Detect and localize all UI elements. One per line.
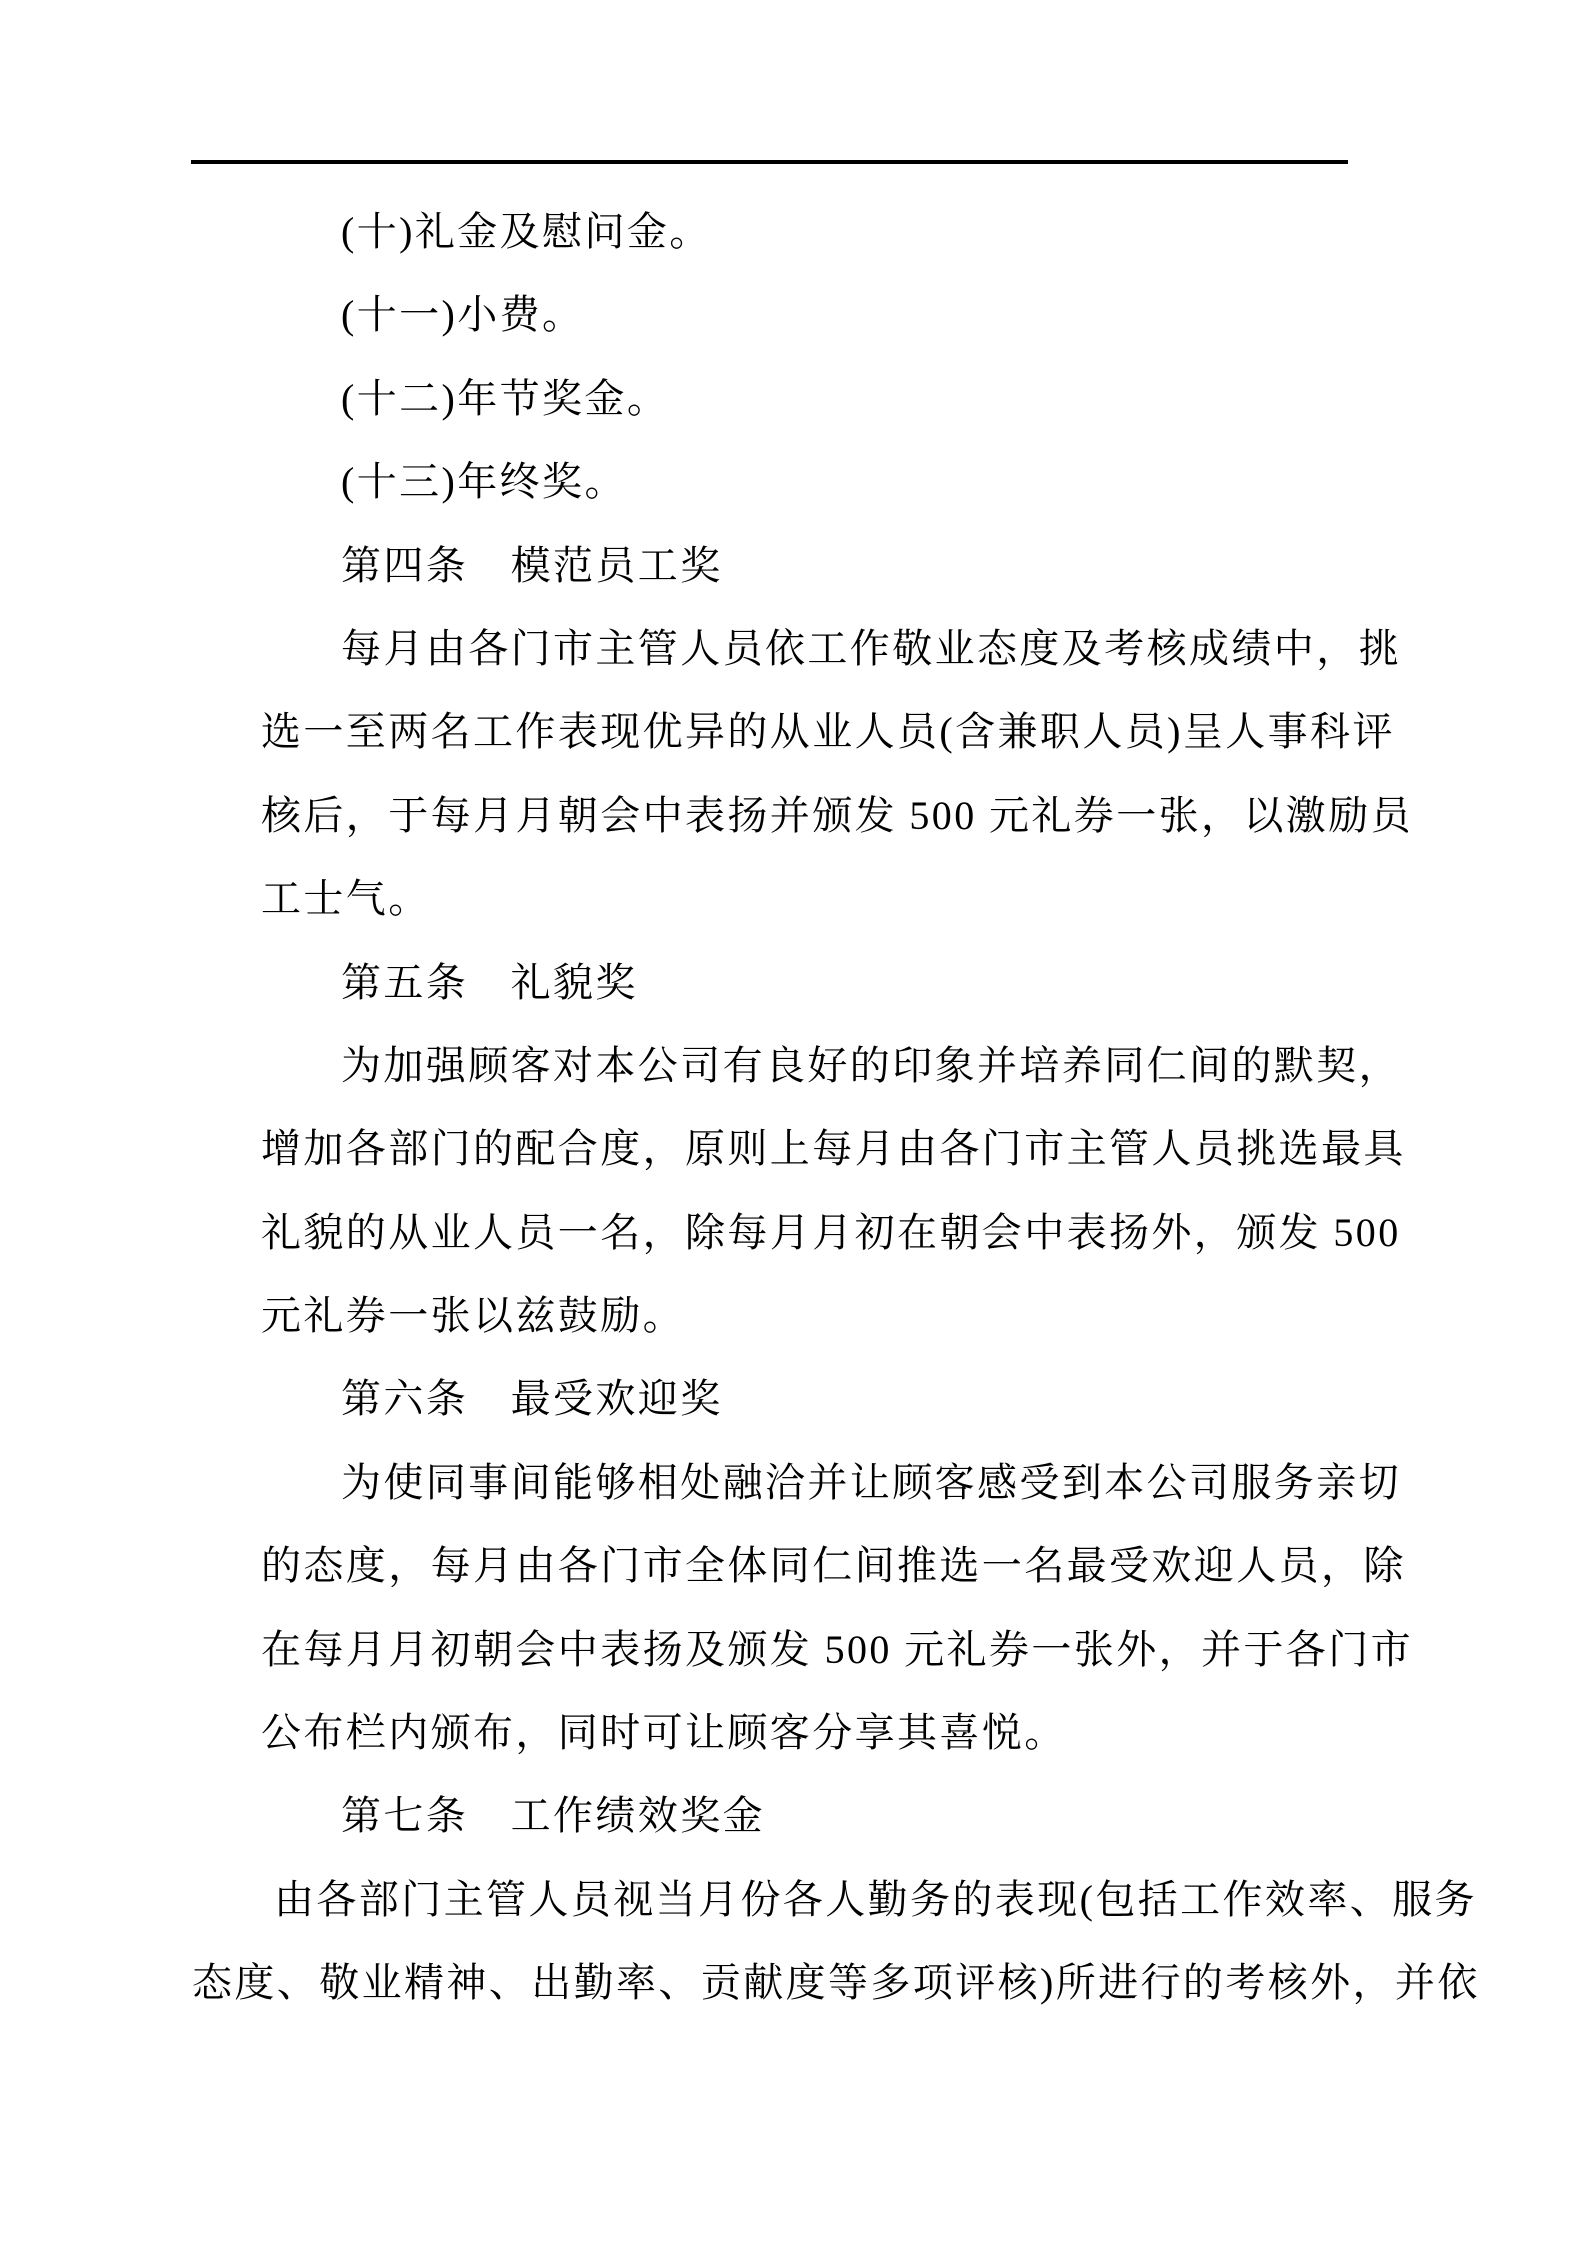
paragraph-line: 选一至两名工作表现优异的从业人员(含兼职人员)呈人事科评 <box>261 709 1395 755</box>
paragraph-line: 增加各部门的配合度，原则上每月由各门市主管人员挑选最具 <box>261 1126 1406 1172</box>
header-rule <box>191 160 1348 164</box>
paragraph-line: 每月由各门市主管人员依工作敬业态度及考核成绩中，挑 <box>341 625 1401 671</box>
document-body <box>0 190 1587 2025</box>
paragraph-line: 礼貌的从业人员一名，除每月月初在朝会中表扬外，颁发 500 <box>261 1209 1401 1255</box>
list-item: (十)礼金及慰问金。 <box>341 209 712 254</box>
paragraph-line: 为使同事间能够相处融洽并让顾客感受到本公司服务亲切 <box>341 1459 1401 1505</box>
paragraph-line: 态度、敬业精神、出勤率、贡献度等多项评核)所进行的考核外，并依 <box>192 1960 1480 2006</box>
paragraph-line: 由各部门主管人员视当月份各人勤务的表现(包括工作效率、服务 <box>274 1876 1477 1922</box>
list-item: (十三)年终奖。 <box>341 459 627 505</box>
paragraph-line: 为加强顾客对本公司有良好的印象并培养同仁间的默契， <box>341 1042 1401 1088</box>
paragraph-line: 的态度，每月由各门市全体同仁间推选一名最受欢迎人员，除 <box>261 1543 1406 1589</box>
paragraph-line: 公布栏内颁布，同时可让顾客分享其喜悦。 <box>261 1710 1067 1756</box>
list-item: (十二)年节奖金。 <box>341 375 670 421</box>
list-item: (十一)小费。 <box>341 292 585 338</box>
paragraph-line: 元礼券一张以兹鼓励。 <box>261 1293 685 1339</box>
paragraph-line: 工士气。 <box>261 876 431 922</box>
paragraph-line: 在每月月初朝会中表扬及颁发 500 元礼券一张外，并于各门市 <box>261 1626 1413 1672</box>
article-heading: 第六条 最受欢迎奖 <box>341 1376 723 1422</box>
article-heading: 第七条 工作绩效奖金 <box>341 1793 765 1839</box>
article-heading: 第五条 礼貌奖 <box>341 959 638 1005</box>
paragraph-line: 核后，于每月月朝会中表扬并颁发 500 元礼券一张，以激励员 <box>261 792 1413 838</box>
article-heading: 第四条 模范员工奖 <box>341 542 723 588</box>
